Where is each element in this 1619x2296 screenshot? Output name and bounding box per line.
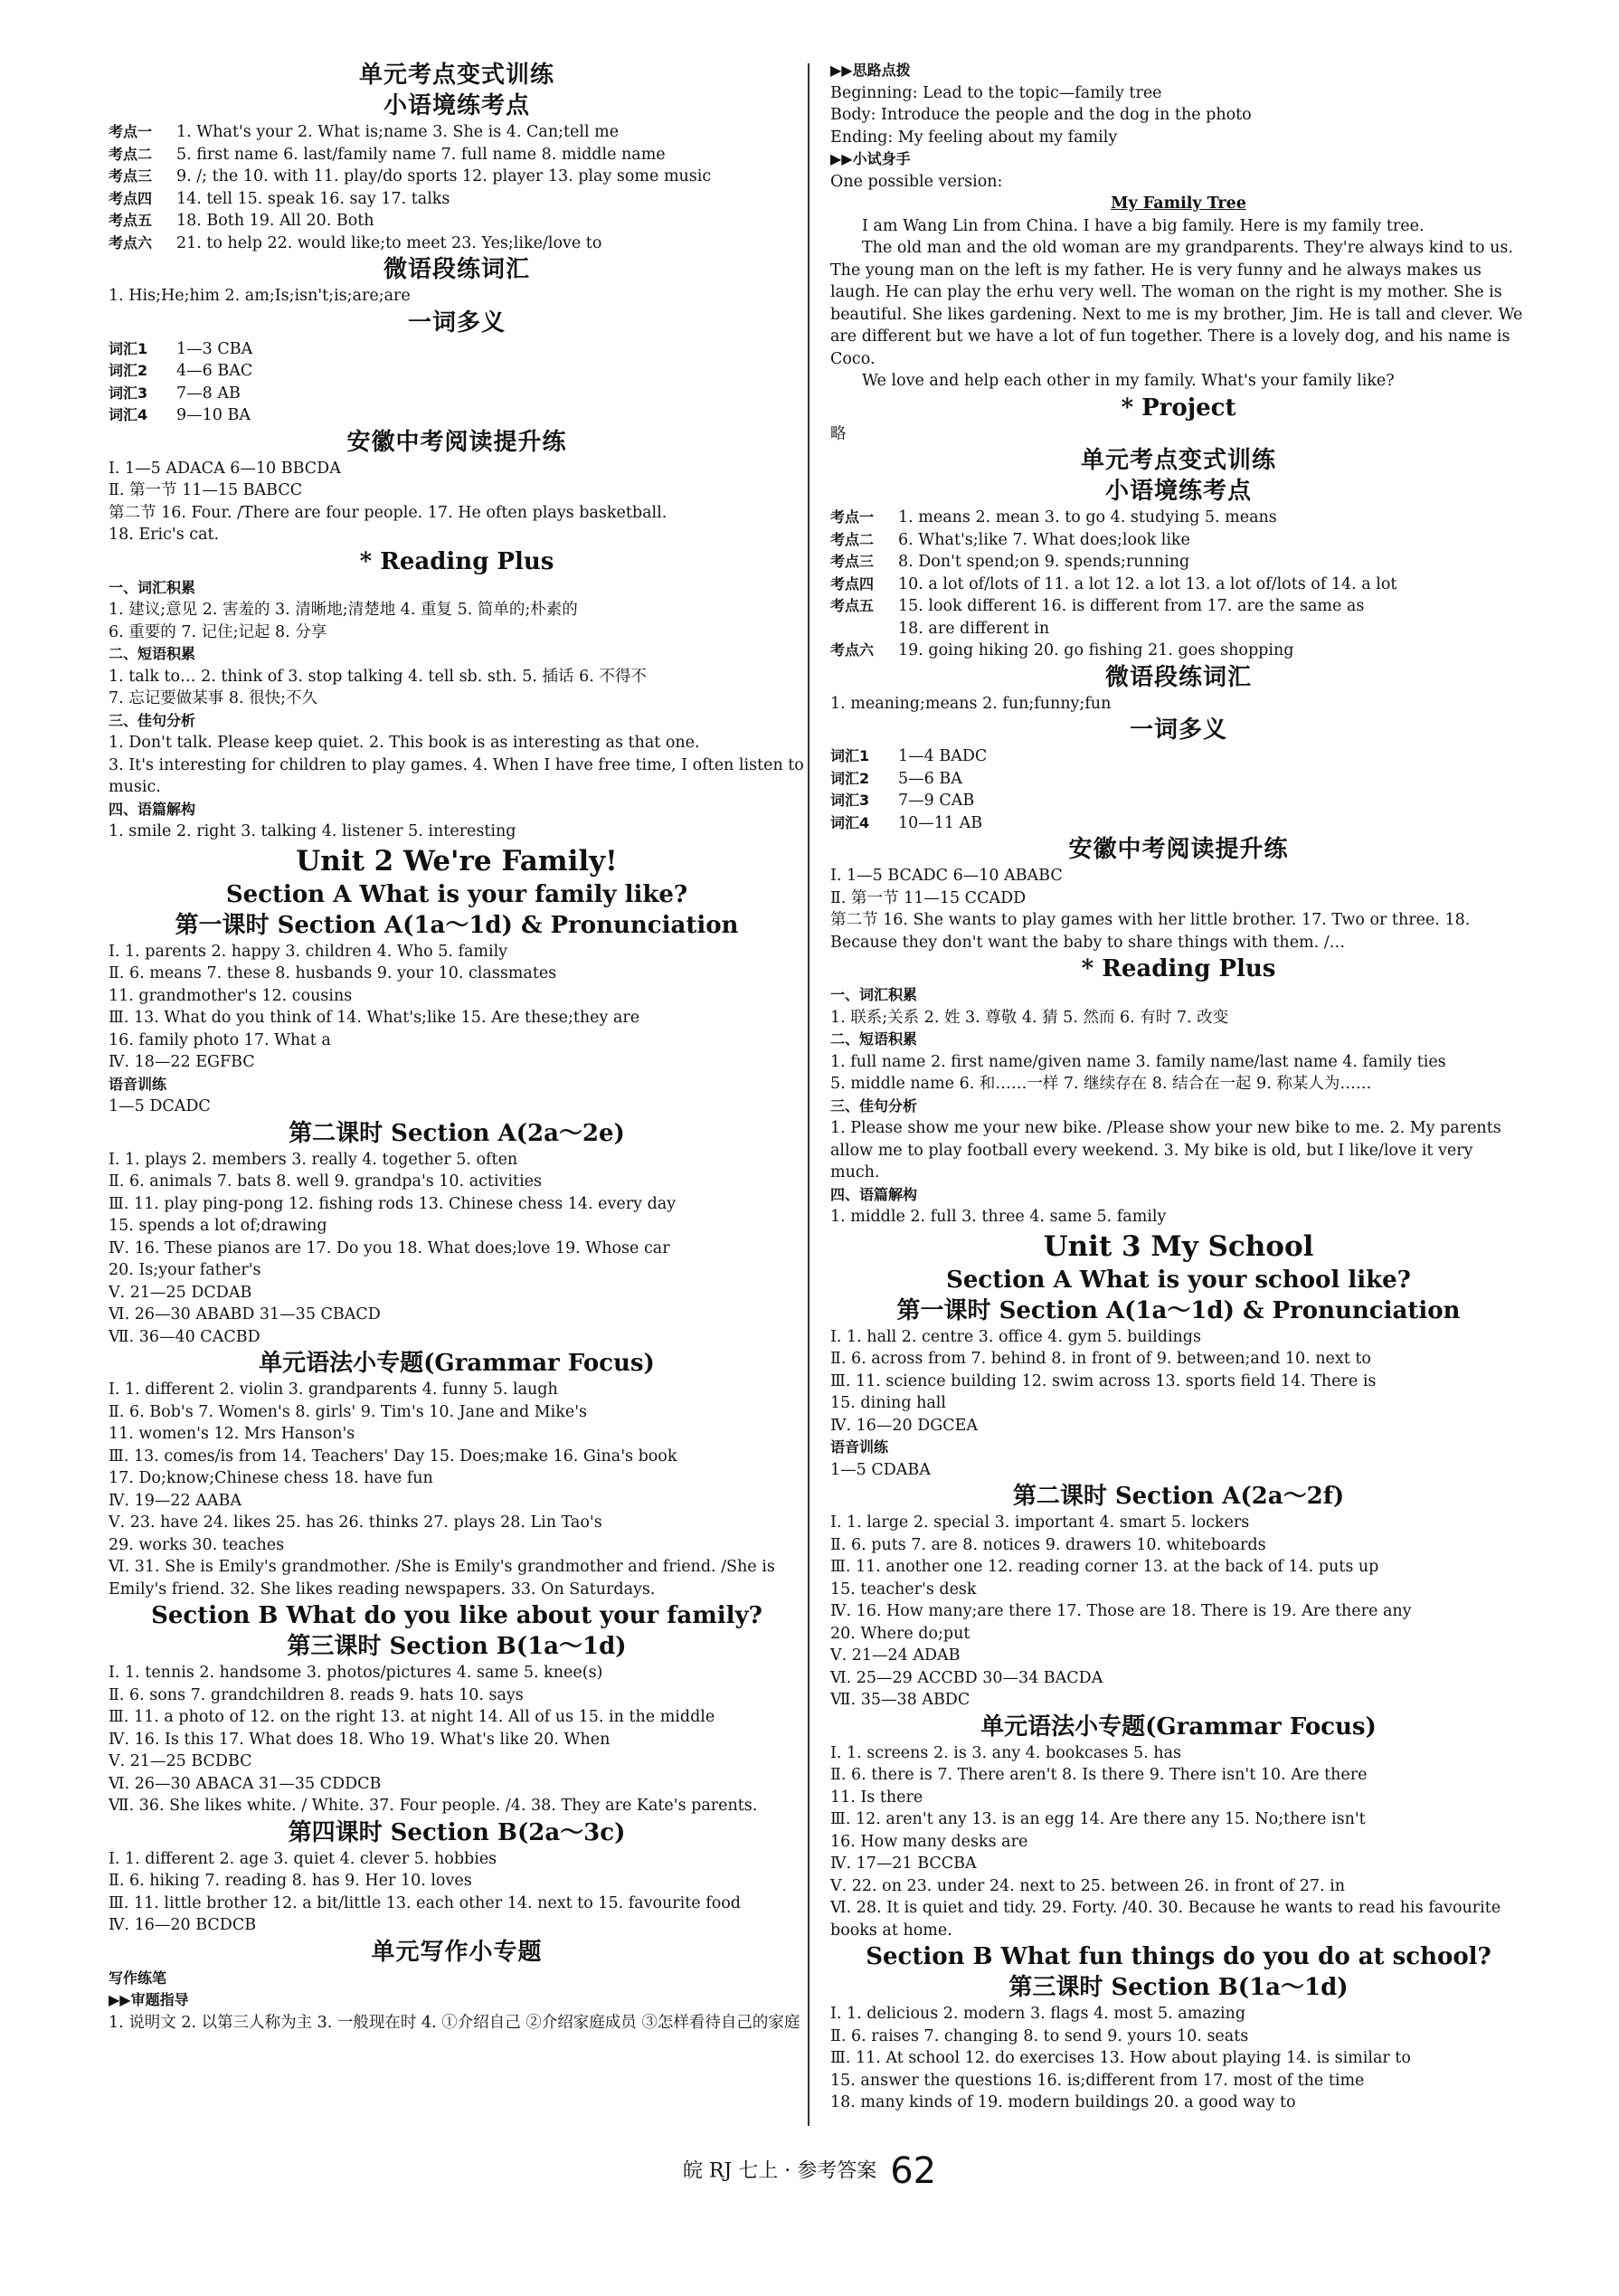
section-heading: 第三课时 Section B(1a～1d) — [1008, 1974, 1349, 2001]
answer-line: Ⅲ. 11. little brother 12. a bit/little 13. each other 14. next to 15. favourite food — [109, 1893, 741, 1912]
left-column — [109, 60, 805, 2034]
answer-line: 17. Do;know;Chinese chess 18. have fun — [109, 1469, 433, 1487]
answer-line: Ⅱ. 第一节 11—15 CCADD — [830, 888, 1027, 907]
row-answers: 10. a lot of/lots of 11. a lot 12. a lot 13. a lot of/lots of 14. a lot — [898, 574, 1397, 593]
answer-line: 15. teacher's desk — [830, 1580, 977, 1599]
section-heading: Section B What do you like about your family? — [151, 1602, 762, 1629]
subsection-label: ▶▶思路点拨 — [830, 62, 911, 79]
row-label: 词汇4 — [830, 813, 870, 831]
answer-line: 11. women's 12. Mrs Hanson's — [109, 1425, 355, 1443]
answer-row — [830, 529, 1527, 552]
answer-line: Ⅵ. 26—30 ABACA 31—35 CDDCB — [109, 1774, 382, 1793]
answer-line: Ⅳ. 18—22 EGFBC — [109, 1053, 255, 1071]
row-answers: 18. are different in — [898, 619, 1050, 638]
section-title: 一词多义 — [1129, 716, 1227, 744]
section-heading: 第一课时 Section A(1a～1d) & Pronunciation — [175, 911, 739, 939]
answer-line: 18. Eric's cat. — [109, 526, 220, 544]
answer-line: 16. How many desks are — [830, 1832, 1028, 1851]
answer-line: Ⅴ. 21—25 DCDAB — [109, 1283, 252, 1302]
answer-line: 1. talk to… 2. think of 3. stop talking 4. tell sb. sth. 5. 插话 6. 不得不 — [109, 667, 647, 686]
answer-line: 29. works 30. teaches — [109, 1535, 285, 1554]
answer-line: Ⅰ. 1. different 2. age 3. quiet 4. clever 5. hobbies — [109, 1849, 497, 1868]
unit-title: Unit 3 My School — [1043, 1229, 1314, 1263]
answer-row — [830, 574, 1527, 596]
answer-line: 20. Is;your father's — [109, 1261, 261, 1279]
section-heading: 第一课时 Section A(1a～1d) & Pronunciation — [896, 1296, 1461, 1324]
row-label: 考点一 — [830, 508, 875, 526]
answer-line: Ⅰ. 1. tennis 2. handsome 3. photos/pictures 4. same 5. knee(s) — [109, 1664, 603, 1682]
answer-line: Ⅲ. 11. a photo of 12. on the right 13. at night 14. All of us 15. in the middle — [109, 1708, 715, 1726]
answer-row — [830, 768, 1527, 791]
answer-line: 1—5 CDABA — [830, 1460, 931, 1479]
row-answers: 1—4 BADC — [898, 747, 988, 765]
answer-line: Ⅲ. 11. play ping-pong 12. fishing rods 13. Chinese chess 14. every day — [109, 1194, 677, 1213]
row-label: 考点六 — [830, 641, 875, 659]
answer-line: Body: Introduce the people and the dog in the photo — [830, 106, 1252, 124]
section-heading: 第二课时 Section A(2a～2f) — [1012, 1483, 1345, 1510]
row-label: 考点六 — [109, 233, 153, 251]
section-heading: * Project — [1121, 394, 1236, 422]
answer-line: 15. answer the questions 16. is;different from 17. most of the time — [830, 2071, 1365, 2090]
right-column — [830, 60, 1527, 2114]
row-answers: 6. What's;like 7. What does;look like — [898, 530, 1190, 549]
row-answers: 15. look different 16. is different from 17. are the same as — [898, 597, 1365, 615]
answer-line: Ⅲ. 13. What do you think of 14. What's;like 15. Are these;they are — [109, 1009, 640, 1027]
answer-line: 1. Please show me your new bike. /Please show your new bike to me. 2. My parents allow me to play football every weekend. 3. My bike is old, but I like/love it very much. — [830, 1119, 1501, 1181]
row-label: 词汇1 — [830, 747, 870, 764]
essay-paragraph: I am Wang Lin from China. I have a big family. Here is my family tree. — [862, 216, 1425, 235]
row-label: 词汇1 — [109, 339, 148, 357]
answer-line: Ⅵ. 25—29 ACCBD 30—34 BACDA — [830, 1668, 1103, 1687]
answer-line: Ⅳ. 19—22 AABA — [109, 1491, 241, 1510]
answer-line: Ⅶ. 36. She likes white. / White. 37. Four people. /4. 38. They are Kate's parents. — [109, 1797, 758, 1815]
answer-line: 6. 重要的 7. 记住;记起 8. 分享 — [109, 622, 327, 641]
answer-line: Ⅱ. 6. raises 7. changing 8. to send 9. yours 10. seats — [830, 2026, 1249, 2045]
answer-line: 5. middle name 6. 和……一样 7. 继续存在 8. 结合在一起 9. 称某人为…… — [830, 1075, 1372, 1093]
row-label: 考点五 — [830, 597, 875, 614]
row-label: 考点五 — [109, 212, 153, 229]
row-answers: 9. /; the 10. with 11. play/do sports 12. player 13. play some music — [176, 167, 712, 185]
answer-line: Ⅳ. 16. How many;are there 17. Those are 18. There is 19. Are there any — [830, 1602, 1412, 1620]
answer-line: Ⅱ. 6. means 7. these 8. husbands 9. your 10. classmates — [109, 964, 557, 982]
subsection-label: 二、短语积累 — [109, 645, 196, 662]
answer-line: Ⅲ. 12. aren't any 13. is an egg 14. Are there any 15. No;there isn't — [830, 1810, 1366, 1828]
answer-line: Ⅱ. 6. Bob's 7. Women's 8. girls' 9. Tim's 10. Jane and Mike's — [109, 1402, 588, 1421]
subsection-label: 四、语篇解构 — [830, 1185, 918, 1203]
subsection-label: ▶▶小试身手 — [830, 150, 911, 167]
answer-line: Ⅳ. 16. Is this 17. What does 18. Who 19. What's like 20. When — [109, 1730, 611, 1749]
subsection-label: 写作练笔 — [109, 1969, 167, 1987]
section-title: 单元考点变式训练 — [358, 62, 554, 89]
answer-line: 18. many kinds of 19. modern buildings 20. a good way to — [830, 2093, 1296, 2111]
section-title: 小语境练考点 — [383, 92, 530, 119]
section-heading: 第四课时 Section B(2a～3c) — [288, 1818, 626, 1846]
answer-line: Ⅰ. 1. screens 2. is 3. any 4. bookcases 5. has — [830, 1743, 1181, 1762]
answer-line: 1. 建议;意见 2. 害羞的 3. 清晰地;清楚地 4. 重复 5. 简单的;朴素的 — [109, 601, 578, 619]
answer-line: Ⅵ. 26—30 ABABD 31—35 CBACD — [109, 1305, 381, 1324]
answer-line: Ⅳ. 17—21 BCCBA — [830, 1855, 977, 1873]
answer-line: Ⅴ. 21—25 BCDBC — [109, 1752, 252, 1770]
answer-line: Ⅴ. 23. have 24. likes 25. has 26. thinks 27. plays 28. Lin Tao's — [109, 1513, 602, 1532]
row-label: 考点四 — [109, 189, 153, 207]
row-answers: 5—6 BA — [898, 769, 962, 788]
row-answers: 18. Both 19. All 20. Both — [176, 212, 374, 230]
answer-line: Ⅰ. 1. large 2. special 3. important 4. smart 5. lockers — [830, 1513, 1250, 1532]
answer-row — [830, 790, 1527, 812]
answer-line: 20. Where do;put — [830, 1624, 970, 1643]
section-title: 单元写作小专题 — [371, 1938, 543, 1966]
answer-line: Ⅱ. 6. animals 7. bats 8. well 9. grandpa's 10. activities — [109, 1172, 543, 1191]
row-answers: 5. first name 6. last/family name 7. full name 8. middle name — [176, 145, 666, 164]
answer-line: 1. middle 2. full 3. three 4. same 5. family — [830, 1208, 1167, 1226]
answer-line: 1. full name 2. first name/given name 3. family name/last name 4. family ties — [830, 1052, 1446, 1071]
essay-paragraph: We love and help each other in my family. What's your family like? — [862, 372, 1395, 390]
section-title: 小语境练考点 — [1104, 478, 1252, 505]
subsection-label: 四、语篇解构 — [109, 800, 196, 818]
subsection-label: 三、佳句分析 — [830, 1096, 918, 1115]
row-label: 考点二 — [109, 145, 153, 163]
answer-line: Ⅴ. 22. on 23. under 24. next to 25. between 26. in front of 27. in — [830, 1876, 1345, 1895]
section-heading: Section A What is your family like? — [225, 880, 688, 908]
row-answers: 7—8 AB — [176, 384, 241, 403]
answer-line: 11. Is there — [830, 1788, 923, 1807]
row-answers: 1. means 2. mean 3. to go 4. studying 5. means — [898, 508, 1277, 527]
row-answers: 10—11 AB — [898, 813, 983, 832]
answer-line: 1—5 DCADC — [109, 1097, 211, 1115]
answer-row — [830, 745, 1527, 768]
unit-title: Unit 2 We're Family! — [296, 844, 618, 878]
section-title: 单元考点变式训练 — [1080, 447, 1276, 474]
essay-title: My Family Tree — [1111, 194, 1246, 213]
answer-row — [109, 404, 805, 427]
answer-line: Ending: My feeling about my family — [830, 128, 1118, 147]
row-label: 词汇2 — [830, 769, 870, 787]
answer-line: Beginning: Lead to the topic—family tree — [830, 83, 1162, 102]
row-label: 词汇2 — [109, 362, 148, 379]
answer-line: Ⅰ. 1. delicious 2. modern 3. flags 4. most 5. amazing — [830, 2005, 1246, 2023]
answer-line: 第二节 16. Four. /There are four people. 17. He often plays basketball. — [109, 503, 667, 522]
subsection-label: 语音训练 — [830, 1438, 889, 1456]
essay-paragraph: The old man and the old woman are my grandparents. They're always kind to us. The young man on the left is my father. He is very funny and he always makes us laugh. He can play the erhu very well. The woman on the right is my mother. She is beautiful. She likes gardening. Next to me is my brother, Jim. He is tall and clever. We are different but we have a lot of fun together. There is a lovely dog, and his name is Coco. — [830, 239, 1523, 368]
answer-line: Ⅵ. 31. She is Emily's grandmother. /She is Emily's grandmother and friend. /She is Emily's friend. 32. She likes reading newspapers. 33. On Saturdays. — [109, 1558, 775, 1599]
answer-row — [830, 812, 1527, 835]
row-label — [830, 618, 898, 640]
answer-line: 1. meaning;means 2. fun;funny;fun — [830, 694, 1112, 713]
subsection-label: ▶▶审题指导 — [109, 1991, 189, 2008]
row-answers: 1. What's your 2. What is;name 3. She is 4. Can;tell me — [176, 123, 620, 141]
row-answers: 4—6 BAC — [176, 362, 253, 380]
answer-row — [109, 232, 805, 255]
subsection-label: 二、短语积累 — [830, 1030, 918, 1048]
answer-line: Ⅱ. 6. puts 7. are 8. notices 9. drawers 10. whiteboards — [830, 1535, 1266, 1554]
answer-row — [109, 360, 805, 383]
row-label: 词汇4 — [109, 406, 148, 423]
answer-line: 15. spends a lot of;drawing — [109, 1217, 327, 1235]
answer-row — [109, 166, 805, 188]
answer-line: Ⅰ. 1. hall 2. centre 3. office 4. gym 5. buildings — [830, 1327, 1201, 1346]
answer-line: Ⅰ. 1—5 ADACA 6—10 BBCDA — [109, 459, 341, 478]
answer-row — [109, 121, 805, 144]
answer-line: Ⅶ. 36—40 CACBD — [109, 1327, 260, 1346]
row-answers: 1—3 CBA — [176, 339, 253, 358]
row-label: 考点三 — [830, 553, 875, 570]
section-title: 微语段练词汇 — [383, 256, 530, 283]
row-label: 考点二 — [830, 530, 875, 548]
answer-row — [109, 338, 805, 361]
answer-row — [109, 188, 805, 211]
section-heading: 第三课时 Section B(1a～1d) — [287, 1633, 627, 1660]
answer-line: 15. dining hall — [830, 1394, 946, 1412]
row-label: 词汇3 — [109, 384, 148, 402]
answer-line: 11. grandmother's 12. cousins — [109, 986, 353, 1005]
subsection-label: 一、词汇积累 — [109, 578, 196, 596]
subsection-label: 一、词汇积累 — [830, 986, 918, 1003]
answer-line: Ⅱ. 第一节 11—15 BABCC — [109, 481, 303, 499]
answer-line: Ⅶ. 35—38 ABDC — [830, 1691, 970, 1709]
row-answers: 21. to help 22. would like;to meet 23. Yes;like/love to — [176, 233, 602, 252]
answer-line: 1. 说明文 2. 以第三人称为主 3. 一般现在时 4. ①介绍自己 ②介绍家庭成员 ③怎样看待自己的家庭 — [109, 2013, 800, 2032]
answer-row — [830, 507, 1527, 529]
answer-line: Ⅰ. 1—5 BCADC 6—10 ABABC — [830, 867, 1063, 885]
answer-line: 1. His;He;him 2. am;Is;isn't;is;are;are — [109, 287, 411, 305]
answer-line: 1. 联系;关系 2. 姓 3. 尊敬 4. 猜 5. 然而 6. 有时 7. 改变 — [830, 1008, 1229, 1027]
answer-row — [109, 144, 805, 166]
answer-line: Ⅴ. 21—24 ADAB — [830, 1646, 961, 1665]
row-label: 考点四 — [830, 574, 875, 593]
subsection-label: 三、佳句分析 — [109, 711, 196, 729]
row-answers: 9—10 BA — [176, 406, 251, 424]
answer-row — [109, 210, 805, 232]
section-heading: 单元语法小专题(Grammar Focus) — [980, 1713, 1377, 1741]
row-answers: 8. Don't spend;on 9. spends;running — [898, 553, 1190, 571]
footer-label: 皖 RJ 七上 · 参考答案 — [682, 2159, 877, 2183]
row-label: 考点一 — [109, 123, 153, 140]
answer-line: Ⅲ. 11. another one 12. reading corner 13. at the back of 14. puts up — [830, 1558, 1379, 1576]
answer-row — [830, 595, 1527, 618]
row-answers: 14. tell 15. speak 16. say 17. talks — [176, 189, 450, 208]
answer-row — [109, 383, 805, 405]
answer-line: 7. 忘记要做某事 8. 很快;不久 — [109, 689, 317, 707]
answer-line: Ⅰ. 1. parents 2. happy 3. children 4. Who 5. family — [109, 942, 508, 961]
answer-row — [830, 618, 1527, 640]
answer-row — [830, 640, 1527, 662]
answer-line: Ⅱ. 6. there is 7. There aren't 8. Is there 9. There isn't 10. Are there — [830, 1766, 1368, 1784]
row-answers: 19. going hiking 20. go fishing 21. goes shopping — [898, 641, 1294, 659]
answer-line: Ⅱ. 6. hiking 7. reading 8. has 9. Her 10. loves — [109, 1872, 472, 1890]
answer-line: Ⅵ. 28. It is quiet and tidy. 29. Forty. /40. 30. Because he wants to read his favourite books at home. — [830, 1899, 1501, 1940]
answer-line: Ⅲ. 11. At school 12. do exercises 13. How about playing 14. is similar to — [830, 2049, 1411, 2067]
subsection-label: 语音训练 — [109, 1075, 167, 1093]
section-title: 微语段练词汇 — [1104, 663, 1252, 691]
answer-line: 略 — [830, 424, 847, 443]
answer-row — [830, 551, 1527, 574]
answer-line: Ⅲ. 11. science building 12. swim across 13. sports field 14. There is — [830, 1371, 1377, 1390]
row-answers: 7—9 CAB — [898, 792, 975, 810]
answer-line: Ⅲ. 13. comes/is from 14. Teachers' Day 15. Does;make 16. Gina's book — [109, 1447, 677, 1466]
section-heading: 第二课时 Section A(2a～2e) — [289, 1119, 625, 1147]
section-title: 安徽中考阅读提升练 — [346, 428, 567, 456]
answer-line: Ⅱ. 6. sons 7. grandchildren 8. reads 9. hats 10. says — [109, 1685, 524, 1704]
answer-line: Ⅳ. 16—20 BCDCB — [109, 1916, 257, 1934]
answer-line: 3. It's interesting for children to play games. 4. When I have free time, I often listen to music. — [109, 755, 804, 796]
answer-line: One possible version: — [830, 172, 1003, 191]
page-number: 62 — [890, 2150, 937, 2192]
answer-line: Ⅱ. 6. across from 7. behind 8. in front of 9. between;and 10. next to — [830, 1350, 1371, 1368]
answer-line: 16. family photo 17. What a — [109, 1030, 331, 1049]
answer-line: 1. smile 2. right 3. talking 4. listener 5. interesting — [109, 822, 516, 840]
section-heading: Section A What is your school like? — [946, 1266, 1411, 1294]
column-divider — [808, 63, 810, 2126]
answer-line: 1. Don't talk. Please keep quiet. 2. This book is as interesting as that one. — [109, 734, 700, 752]
row-label: 词汇3 — [830, 792, 870, 809]
answer-line: Ⅰ. 1. different 2. violin 3. grandparents 4. funny 5. laugh — [109, 1380, 558, 1399]
answer-line: Ⅳ. 16. These pianos are 17. Do you 18. What does;love 19. Whose car — [109, 1238, 670, 1257]
section-heading: 单元语法小专题(Grammar Focus) — [259, 1350, 655, 1377]
answer-line: Ⅰ. 1. plays 2. members 3. really 4. together 5. often — [109, 1150, 518, 1169]
section-heading: * Reading Plus — [1081, 955, 1276, 982]
row-label: 考点三 — [109, 167, 153, 185]
answer-line: Ⅳ. 16—20 DGCEA — [830, 1416, 979, 1435]
page-footer — [0, 2150, 1619, 2192]
answer-line: 第二节 16. She wants to play games with her little brother. 17. Two or three. 18. Because they don't want the baby to share things with them. /… — [830, 911, 1471, 952]
section-heading: Section B What fun things do you do at school? — [866, 1943, 1491, 1970]
section-title: 安徽中考阅读提升练 — [1068, 836, 1289, 863]
section-title: 一词多义 — [407, 308, 506, 337]
section-heading: * Reading Plus — [359, 547, 554, 575]
